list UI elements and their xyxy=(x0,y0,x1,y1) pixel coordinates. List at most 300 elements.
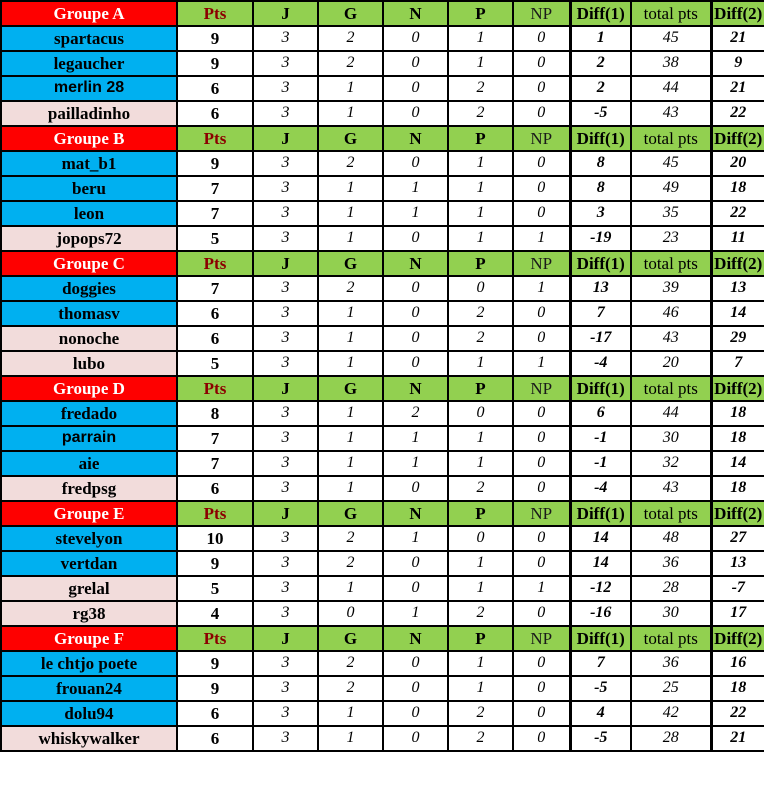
column-header-p: P xyxy=(448,626,513,651)
stat-cell-g: 1 xyxy=(318,226,383,251)
player-name-cell: legaucher xyxy=(1,51,177,76)
player-row xyxy=(1,176,764,201)
player-name-cell: aie xyxy=(1,451,177,476)
column-header-diff1: Diff(1) xyxy=(570,501,631,526)
standings-table-body xyxy=(1,1,764,751)
stat-cell-pts: 6 xyxy=(177,76,253,101)
stat-cell-g: 1 xyxy=(318,576,383,601)
column-header-np: NP xyxy=(513,626,570,651)
stat-cell-p: 1 xyxy=(448,551,513,576)
stat-cell-pts: 7 xyxy=(177,201,253,226)
player-row xyxy=(1,601,764,626)
player-row xyxy=(1,51,764,76)
stat-cell-j: 3 xyxy=(253,526,318,551)
player-name-cell: thomasv xyxy=(1,301,177,326)
stat-cell-pts: 7 xyxy=(177,451,253,476)
group-header-row xyxy=(1,376,764,401)
stat-cell-n: 0 xyxy=(383,701,448,726)
stat-cell-np: 0 xyxy=(513,451,570,476)
stat-cell-p: 1 xyxy=(448,351,513,376)
stat-cell-total: 30 xyxy=(631,426,711,451)
stat-cell-total: 48 xyxy=(631,526,711,551)
column-header-diff2: Diff(2) xyxy=(711,126,764,151)
column-header-diff1: Diff(1) xyxy=(570,251,631,276)
column-header-j: J xyxy=(253,126,318,151)
player-row xyxy=(1,26,764,51)
stat-cell-np: 0 xyxy=(513,201,570,226)
stat-cell-np: 0 xyxy=(513,526,570,551)
stat-cell-pts: 10 xyxy=(177,526,253,551)
stat-cell-n: 0 xyxy=(383,476,448,501)
stat-cell-pts: 9 xyxy=(177,551,253,576)
stat-cell-g: 2 xyxy=(318,526,383,551)
stat-cell-p: 1 xyxy=(448,176,513,201)
stat-cell-n: 0 xyxy=(383,76,448,101)
stat-cell-diff2: 13 xyxy=(711,276,764,301)
stat-cell-p: 1 xyxy=(448,576,513,601)
stat-cell-diff2: -7 xyxy=(711,576,764,601)
player-row xyxy=(1,101,764,126)
stat-cell-g: 1 xyxy=(318,351,383,376)
stat-cell-diff1: 14 xyxy=(570,526,631,551)
stat-cell-pts: 6 xyxy=(177,476,253,501)
column-header-j: J xyxy=(253,376,318,401)
stat-cell-total: 32 xyxy=(631,451,711,476)
stat-cell-pts: 6 xyxy=(177,301,253,326)
stat-cell-total: 38 xyxy=(631,51,711,76)
group-title: Groupe D xyxy=(1,376,177,401)
stat-cell-np: 0 xyxy=(513,676,570,701)
player-name-cell: beru xyxy=(1,176,177,201)
stat-cell-np: 0 xyxy=(513,26,570,51)
stat-cell-pts: 9 xyxy=(177,676,253,701)
column-header-n: N xyxy=(383,626,448,651)
stat-cell-n: 0 xyxy=(383,551,448,576)
stat-cell-total: 46 xyxy=(631,301,711,326)
column-header-pts: Pts xyxy=(177,626,253,651)
stat-cell-n: 0 xyxy=(383,326,448,351)
stat-cell-np: 0 xyxy=(513,326,570,351)
stat-cell-diff2: 9 xyxy=(711,51,764,76)
group-header-row xyxy=(1,501,764,526)
column-header-total: total pts xyxy=(631,251,711,276)
stat-cell-total: 28 xyxy=(631,576,711,601)
stat-cell-diff2: 11 xyxy=(711,226,764,251)
stat-cell-diff1: 1 xyxy=(570,26,631,51)
stat-cell-p: 2 xyxy=(448,601,513,626)
stat-cell-np: 0 xyxy=(513,76,570,101)
player-row xyxy=(1,326,764,351)
player-name-cell: merlin 28 xyxy=(1,76,177,101)
stat-cell-np: 0 xyxy=(513,101,570,126)
stat-cell-g: 1 xyxy=(318,201,383,226)
player-row xyxy=(1,276,764,301)
stat-cell-diff2: 27 xyxy=(711,526,764,551)
stat-cell-n: 0 xyxy=(383,576,448,601)
stat-cell-p: 1 xyxy=(448,451,513,476)
stat-cell-diff1: 8 xyxy=(570,151,631,176)
stat-cell-diff1: 7 xyxy=(570,651,631,676)
stat-cell-total: 39 xyxy=(631,276,711,301)
stat-cell-p: 1 xyxy=(448,226,513,251)
column-header-p: P xyxy=(448,1,513,26)
stat-cell-diff1: 8 xyxy=(570,176,631,201)
player-name-cell: parrain xyxy=(1,426,177,451)
column-header-j: J xyxy=(253,251,318,276)
stat-cell-total: 49 xyxy=(631,176,711,201)
stat-cell-np: 0 xyxy=(513,476,570,501)
stat-cell-diff1: -5 xyxy=(570,101,631,126)
stat-cell-diff1: 4 xyxy=(570,701,631,726)
stat-cell-total: 44 xyxy=(631,76,711,101)
group-header-row xyxy=(1,251,764,276)
stat-cell-total: 35 xyxy=(631,201,711,226)
stat-cell-p: 2 xyxy=(448,701,513,726)
stat-cell-g: 1 xyxy=(318,101,383,126)
stat-cell-pts: 9 xyxy=(177,151,253,176)
stat-cell-total: 44 xyxy=(631,401,711,426)
stat-cell-g: 2 xyxy=(318,276,383,301)
stat-cell-j: 3 xyxy=(253,576,318,601)
stat-cell-total: 45 xyxy=(631,151,711,176)
stat-cell-np: 0 xyxy=(513,176,570,201)
stat-cell-p: 2 xyxy=(448,101,513,126)
column-header-j: J xyxy=(253,501,318,526)
stat-cell-n: 0 xyxy=(383,351,448,376)
group-header-row xyxy=(1,626,764,651)
player-row xyxy=(1,76,764,101)
player-name-cell: fredpsg xyxy=(1,476,177,501)
column-header-p: P xyxy=(448,376,513,401)
player-name-cell: stevelyon xyxy=(1,526,177,551)
stat-cell-p: 1 xyxy=(448,676,513,701)
player-row xyxy=(1,651,764,676)
stat-cell-g: 2 xyxy=(318,676,383,701)
group-header-row xyxy=(1,126,764,151)
stat-cell-pts: 9 xyxy=(177,51,253,76)
stat-cell-pts: 6 xyxy=(177,101,253,126)
stat-cell-diff1: -12 xyxy=(570,576,631,601)
stat-cell-np: 0 xyxy=(513,551,570,576)
stat-cell-diff1: 14 xyxy=(570,551,631,576)
player-row xyxy=(1,201,764,226)
stat-cell-p: 0 xyxy=(448,526,513,551)
stat-cell-j: 3 xyxy=(253,601,318,626)
stat-cell-g: 1 xyxy=(318,701,383,726)
stat-cell-diff1: -1 xyxy=(570,451,631,476)
column-header-diff2: Diff(2) xyxy=(711,251,764,276)
stat-cell-g: 1 xyxy=(318,326,383,351)
column-header-g: G xyxy=(318,376,383,401)
group-header-row xyxy=(1,1,764,26)
stat-cell-np: 0 xyxy=(513,401,570,426)
stat-cell-np: 0 xyxy=(513,651,570,676)
stat-cell-g: 2 xyxy=(318,151,383,176)
stat-cell-g: 1 xyxy=(318,301,383,326)
column-header-np: NP xyxy=(513,1,570,26)
stat-cell-g: 2 xyxy=(318,51,383,76)
stat-cell-diff2: 18 xyxy=(711,676,764,701)
column-header-g: G xyxy=(318,251,383,276)
stat-cell-total: 23 xyxy=(631,226,711,251)
stat-cell-n: 1 xyxy=(383,176,448,201)
stat-cell-n: 0 xyxy=(383,101,448,126)
stat-cell-diff2: 21 xyxy=(711,76,764,101)
stat-cell-n: 1 xyxy=(383,451,448,476)
column-header-pts: Pts xyxy=(177,1,253,26)
stat-cell-pts: 9 xyxy=(177,651,253,676)
group-title: Groupe C xyxy=(1,251,177,276)
stat-cell-g: 1 xyxy=(318,76,383,101)
stat-cell-j: 3 xyxy=(253,326,318,351)
player-name-cell: lubo xyxy=(1,351,177,376)
stat-cell-j: 3 xyxy=(253,301,318,326)
stat-cell-p: 1 xyxy=(448,51,513,76)
player-row xyxy=(1,701,764,726)
column-header-pts: Pts xyxy=(177,251,253,276)
column-header-g: G xyxy=(318,501,383,526)
column-header-n: N xyxy=(383,1,448,26)
player-name-cell: doggies xyxy=(1,276,177,301)
stat-cell-j: 3 xyxy=(253,176,318,201)
column-header-np: NP xyxy=(513,501,570,526)
column-header-diff2: Diff(2) xyxy=(711,1,764,26)
column-header-total: total pts xyxy=(631,1,711,26)
stat-cell-n: 2 xyxy=(383,401,448,426)
group-title: Groupe F xyxy=(1,626,177,651)
player-row xyxy=(1,526,764,551)
stat-cell-total: 30 xyxy=(631,601,711,626)
player-row xyxy=(1,301,764,326)
stat-cell-j: 3 xyxy=(253,676,318,701)
stat-cell-np: 0 xyxy=(513,726,570,751)
player-name-cell: dolu94 xyxy=(1,701,177,726)
stat-cell-diff1: 6 xyxy=(570,401,631,426)
column-header-np: NP xyxy=(513,251,570,276)
stat-cell-n: 1 xyxy=(383,526,448,551)
stat-cell-total: 43 xyxy=(631,326,711,351)
stat-cell-p: 1 xyxy=(448,651,513,676)
stat-cell-diff2: 16 xyxy=(711,651,764,676)
stat-cell-np: 1 xyxy=(513,576,570,601)
stat-cell-diff1: 13 xyxy=(570,276,631,301)
player-name-cell: whiskywalker xyxy=(1,726,177,751)
player-row xyxy=(1,551,764,576)
column-header-total: total pts xyxy=(631,501,711,526)
stat-cell-pts: 7 xyxy=(177,276,253,301)
stat-cell-j: 3 xyxy=(253,26,318,51)
player-row xyxy=(1,226,764,251)
stat-cell-diff2: 21 xyxy=(711,726,764,751)
stat-cell-diff1: -4 xyxy=(570,351,631,376)
stat-cell-pts: 6 xyxy=(177,326,253,351)
stat-cell-total: 43 xyxy=(631,476,711,501)
stat-cell-j: 3 xyxy=(253,226,318,251)
stat-cell-np: 0 xyxy=(513,51,570,76)
player-row xyxy=(1,676,764,701)
stat-cell-diff1: -16 xyxy=(570,601,631,626)
column-header-diff2: Diff(2) xyxy=(711,501,764,526)
stat-cell-g: 1 xyxy=(318,451,383,476)
stat-cell-np: 0 xyxy=(513,426,570,451)
stat-cell-diff2: 14 xyxy=(711,451,764,476)
stat-cell-total: 28 xyxy=(631,726,711,751)
stat-cell-np: 1 xyxy=(513,226,570,251)
column-header-pts: Pts xyxy=(177,501,253,526)
column-header-diff2: Diff(2) xyxy=(711,376,764,401)
stat-cell-j: 3 xyxy=(253,726,318,751)
stat-cell-p: 2 xyxy=(448,326,513,351)
column-header-total: total pts xyxy=(631,626,711,651)
column-header-diff1: Diff(1) xyxy=(570,1,631,26)
stat-cell-pts: 8 xyxy=(177,401,253,426)
stat-cell-j: 3 xyxy=(253,401,318,426)
column-header-diff2: Diff(2) xyxy=(711,626,764,651)
stat-cell-j: 3 xyxy=(253,551,318,576)
player-name-cell: mat_b1 xyxy=(1,151,177,176)
stat-cell-j: 3 xyxy=(253,201,318,226)
player-name-cell: grelal xyxy=(1,576,177,601)
stat-cell-n: 1 xyxy=(383,201,448,226)
column-header-p: P xyxy=(448,501,513,526)
player-row xyxy=(1,726,764,751)
stat-cell-diff2: 21 xyxy=(711,26,764,51)
player-name-cell: frouan24 xyxy=(1,676,177,701)
stat-cell-p: 1 xyxy=(448,151,513,176)
stat-cell-np: 0 xyxy=(513,601,570,626)
stat-cell-n: 1 xyxy=(383,601,448,626)
stat-cell-pts: 9 xyxy=(177,26,253,51)
stat-cell-pts: 5 xyxy=(177,351,253,376)
player-row xyxy=(1,351,764,376)
player-name-cell: le chtjo poete xyxy=(1,651,177,676)
stat-cell-np: 0 xyxy=(513,701,570,726)
stat-cell-n: 1 xyxy=(383,426,448,451)
player-name-cell: vertdan xyxy=(1,551,177,576)
player-name-cell: nonoche xyxy=(1,326,177,351)
stat-cell-diff2: 13 xyxy=(711,551,764,576)
column-header-diff1: Diff(1) xyxy=(570,126,631,151)
stat-cell-pts: 5 xyxy=(177,576,253,601)
stat-cell-total: 42 xyxy=(631,701,711,726)
column-header-g: G xyxy=(318,626,383,651)
stat-cell-diff2: 18 xyxy=(711,476,764,501)
stat-cell-j: 3 xyxy=(253,476,318,501)
column-header-diff1: Diff(1) xyxy=(570,376,631,401)
stat-cell-n: 0 xyxy=(383,51,448,76)
column-header-j: J xyxy=(253,626,318,651)
stat-cell-diff2: 22 xyxy=(711,701,764,726)
column-header-n: N xyxy=(383,251,448,276)
column-header-total: total pts xyxy=(631,126,711,151)
stat-cell-diff1: -1 xyxy=(570,426,631,451)
stat-cell-g: 1 xyxy=(318,426,383,451)
stat-cell-np: 0 xyxy=(513,151,570,176)
stat-cell-p: 1 xyxy=(448,201,513,226)
column-header-n: N xyxy=(383,501,448,526)
stat-cell-np: 1 xyxy=(513,276,570,301)
stat-cell-diff1: -5 xyxy=(570,676,631,701)
stat-cell-pts: 4 xyxy=(177,601,253,626)
stat-cell-diff2: 18 xyxy=(711,426,764,451)
column-header-total: total pts xyxy=(631,376,711,401)
column-header-pts: Pts xyxy=(177,376,253,401)
stat-cell-j: 3 xyxy=(253,151,318,176)
column-header-np: NP xyxy=(513,126,570,151)
stat-cell-n: 0 xyxy=(383,651,448,676)
stat-cell-p: 0 xyxy=(448,276,513,301)
group-title: Groupe A xyxy=(1,1,177,26)
stat-cell-p: 2 xyxy=(448,726,513,751)
stat-cell-diff1: 2 xyxy=(570,76,631,101)
stat-cell-p: 2 xyxy=(448,76,513,101)
column-header-pts: Pts xyxy=(177,126,253,151)
stat-cell-diff1: -4 xyxy=(570,476,631,501)
stat-cell-pts: 5 xyxy=(177,226,253,251)
stat-cell-n: 0 xyxy=(383,226,448,251)
player-row xyxy=(1,426,764,451)
stat-cell-j: 3 xyxy=(253,351,318,376)
stat-cell-p: 1 xyxy=(448,26,513,51)
player-name-cell: pailladinho xyxy=(1,101,177,126)
column-header-diff1: Diff(1) xyxy=(570,626,631,651)
stat-cell-diff1: -17 xyxy=(570,326,631,351)
stat-cell-diff2: 7 xyxy=(711,351,764,376)
stat-cell-g: 1 xyxy=(318,176,383,201)
stat-cell-j: 3 xyxy=(253,701,318,726)
player-name-cell: leon xyxy=(1,201,177,226)
stat-cell-diff1: 7 xyxy=(570,301,631,326)
stat-cell-total: 36 xyxy=(631,651,711,676)
stat-cell-n: 0 xyxy=(383,301,448,326)
stat-cell-pts: 7 xyxy=(177,426,253,451)
stat-cell-diff2: 17 xyxy=(711,601,764,626)
stat-cell-total: 25 xyxy=(631,676,711,701)
player-row xyxy=(1,401,764,426)
player-name-cell: rg38 xyxy=(1,601,177,626)
stat-cell-diff2: 22 xyxy=(711,201,764,226)
stat-cell-pts: 7 xyxy=(177,176,253,201)
stat-cell-p: 0 xyxy=(448,401,513,426)
stat-cell-n: 0 xyxy=(383,151,448,176)
stat-cell-pts: 6 xyxy=(177,726,253,751)
player-name-cell: spartacus xyxy=(1,26,177,51)
player-row xyxy=(1,476,764,501)
stat-cell-j: 3 xyxy=(253,451,318,476)
column-header-j: J xyxy=(253,1,318,26)
stat-cell-g: 2 xyxy=(318,651,383,676)
stat-cell-g: 1 xyxy=(318,726,383,751)
stat-cell-p: 2 xyxy=(448,301,513,326)
player-name-cell: jopops72 xyxy=(1,226,177,251)
group-title: Groupe B xyxy=(1,126,177,151)
stat-cell-np: 1 xyxy=(513,351,570,376)
stat-cell-n: 0 xyxy=(383,276,448,301)
column-header-g: G xyxy=(318,126,383,151)
column-header-n: N xyxy=(383,376,448,401)
column-header-n: N xyxy=(383,126,448,151)
stat-cell-j: 3 xyxy=(253,651,318,676)
stat-cell-n: 0 xyxy=(383,676,448,701)
group-title: Groupe E xyxy=(1,501,177,526)
player-name-cell: fredado xyxy=(1,401,177,426)
stat-cell-np: 0 xyxy=(513,301,570,326)
stat-cell-j: 3 xyxy=(253,76,318,101)
stat-cell-total: 20 xyxy=(631,351,711,376)
column-header-p: P xyxy=(448,126,513,151)
stat-cell-diff1: -19 xyxy=(570,226,631,251)
player-row xyxy=(1,451,764,476)
